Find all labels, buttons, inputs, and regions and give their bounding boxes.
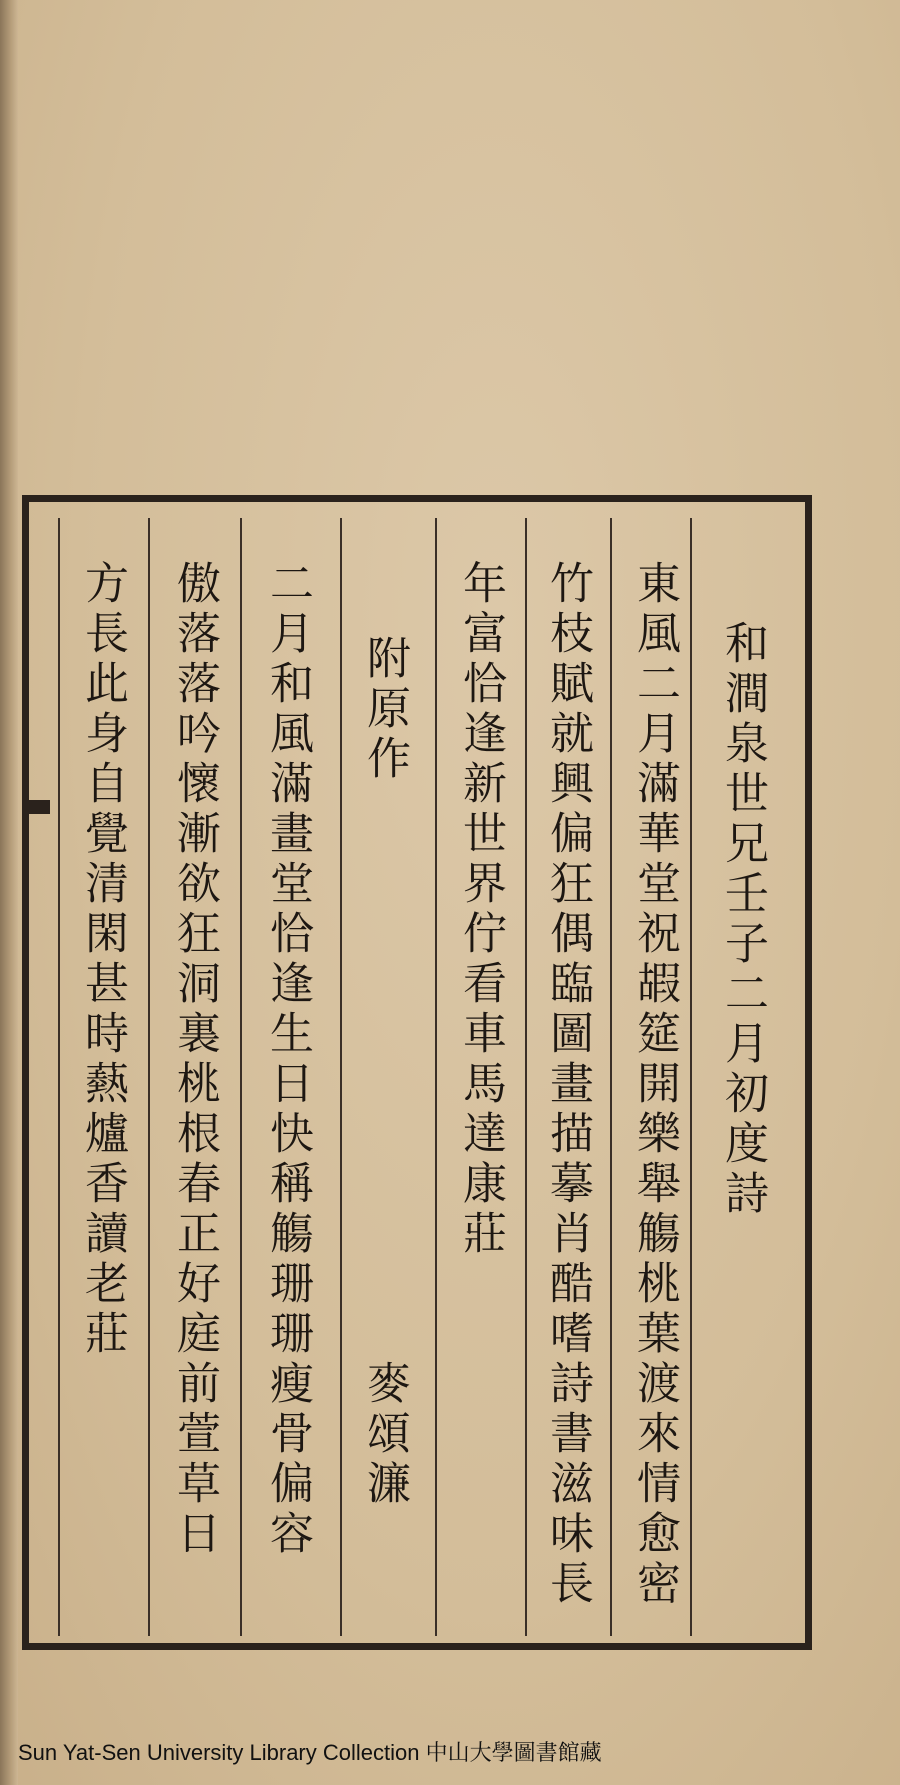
column-rule bbox=[240, 518, 242, 1636]
collection-credit: Sun Yat-Sen University Library Collection 中山大學圖書館藏 bbox=[18, 1740, 602, 1765]
column-rule bbox=[525, 518, 527, 1636]
book-spine bbox=[0, 0, 18, 1785]
poem-line: 方長此身自覺清閑甚時爇爐香讀老莊 bbox=[77, 560, 128, 1360]
poem-line: 竹枝賦就興偏狂偶臨圖畫描摹肖酷嗜詩書滋味長 bbox=[542, 560, 593, 1610]
author-name: 麥頌濂 bbox=[359, 1360, 410, 1510]
poem-line: 二月和風滿畫堂恰逢生日快稱觴珊珊瘦骨偏容 bbox=[262, 560, 313, 1560]
column-rule bbox=[58, 518, 60, 1636]
poem-title: 和澗泉世兄壬子二月初度詩 bbox=[717, 620, 768, 1220]
frame-edge-mark bbox=[22, 800, 50, 814]
column-rule bbox=[340, 518, 342, 1636]
column-rule bbox=[690, 518, 692, 1636]
column-rule bbox=[148, 518, 150, 1636]
section-heading: 附原作 bbox=[359, 635, 410, 785]
poem-line: 年富恰逢新世界佇看車馬達康莊 bbox=[455, 560, 506, 1260]
poem-line: 東風二月滿華堂祝嘏筵開樂舉觴桃葉渡來情愈密 bbox=[629, 560, 680, 1610]
text-frame bbox=[22, 495, 812, 1650]
poem-line: 傲落落吟懷漸欲狂洞裏桃根春正好庭前萱草日 bbox=[169, 560, 220, 1560]
column-rule bbox=[435, 518, 437, 1636]
column-rule bbox=[610, 518, 612, 1636]
